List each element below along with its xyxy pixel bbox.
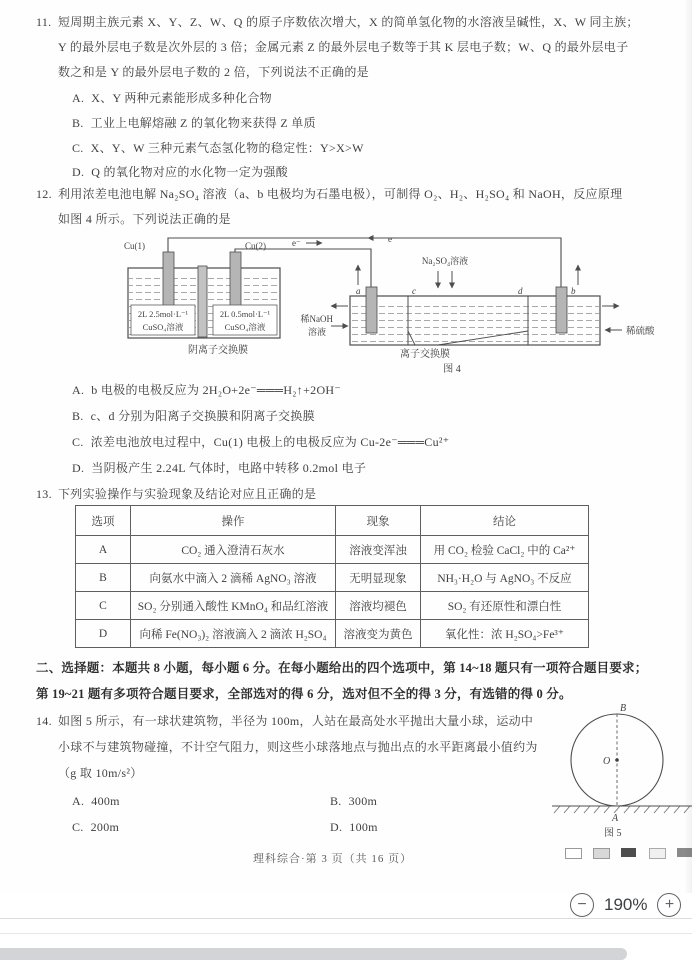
question-number: 11.	[36, 15, 52, 29]
question-12-stem-line-1	[36, 185, 622, 202]
option-text: Q 的氧化物对应的水化物一定为强酸	[91, 165, 289, 179]
figure-4-diagram	[100, 233, 660, 375]
cell-operation: SO₂ 分别通入酸性 KMnO₄ 和品红溶液	[131, 592, 336, 620]
question-11-stem-line-2: Y 的最外层电子数是次外层的 3 倍；金属元素 Z 的最外层电子数等于其 K 层电子数；W、Q 的最外层电子	[58, 40, 629, 54]
option-text: X、Y 两种元素能形成多种化合物	[91, 91, 272, 105]
question-12-stem-line-2: 如图 4 所示。下列说法正确的是	[58, 212, 231, 226]
question-12-option-b	[72, 407, 315, 424]
cell-phenomenon: 溶液变浑浊	[336, 536, 421, 564]
electrode-cu2	[230, 252, 241, 310]
option-label: A.	[72, 91, 85, 105]
naoh-label-line-2: 溶液	[307, 327, 326, 337]
table-row	[76, 564, 589, 592]
option-label: C.	[72, 820, 84, 834]
point-a-label: A	[612, 813, 619, 824]
option-label: B.	[72, 116, 84, 130]
question-11-stem-line-3: 数之和是 Y 的最外层电子数的 2 倍，下列说法不正确的是	[58, 65, 369, 79]
electron-label-middle: e⁻	[292, 238, 301, 248]
option-text: 浓差电池放电过程中，Cu(1) 电极上的电极反应为 Cu-2e⁻═══Cu²⁺	[90, 435, 450, 449]
registration-mark	[621, 848, 636, 857]
table-row	[76, 536, 589, 564]
cell-operation: CO₂ 通入澄清石灰水	[131, 536, 336, 564]
question-text: 利用浓差电池电解 Na₂SO₄ 溶液（a、b 电极均为石墨电极），可制得 O₂、H₂、H₂SO₄ 和 NaOH，反应原理	[58, 187, 623, 201]
question-11-stem-line-1	[36, 13, 639, 30]
solution1-name: CuSO₄溶液	[142, 322, 184, 332]
label-a: a	[356, 286, 361, 296]
option-label: D.	[330, 820, 343, 834]
fig4-cu1-label: Cu(1)	[124, 241, 145, 251]
option-label: C.	[72, 141, 84, 155]
option-text: b 电极的电极反应为 2H₂O+2e⁻═══H₂↑+2OH⁻	[91, 383, 342, 397]
anion-exchange-membrane-bar	[198, 266, 207, 337]
acid-label: 稀硫酸	[626, 327, 655, 337]
figure-5-caption: 图 5	[604, 828, 622, 839]
question-14-option-b	[330, 794, 377, 809]
electrode-b	[556, 287, 567, 333]
figure-4-caption: 图 4	[443, 364, 461, 375]
question-11-option-b	[72, 114, 316, 131]
question-14-stem-line-2: 小球不与建筑物碰撞，不计空气阻力，则这些小球落地点与抛出点的水平距离最小值约为	[58, 740, 538, 754]
cell-conclusion: 用 CO₂ 检验 CaCl₂ 中的 Ca²⁺	[421, 536, 589, 564]
center-point	[615, 758, 619, 762]
question-14-option-c	[72, 820, 119, 835]
page-footer: 理科综合·第 3 页（共 16 页）	[253, 853, 413, 865]
question-13-stem	[36, 485, 316, 502]
plus-icon: +	[664, 896, 675, 913]
question-text: 短周期主族元素 X、Y、Z、W、Q 的原子序数依次增大，X 的简单氢化物的水溶液呈碱性，X、W 同主族；	[58, 15, 639, 29]
cell-option: A	[76, 536, 131, 564]
option-text: 400m	[91, 794, 120, 808]
option-text: c、d 分别为阳离子交换膜和阴离子交换膜	[90, 409, 315, 423]
zoom-out-button[interactable]	[570, 893, 594, 917]
question-12-option-a	[72, 381, 341, 398]
point-o-label: O	[603, 756, 611, 767]
option-text: 300m	[348, 794, 378, 808]
cell-conclusion: NH₃·H₂O 与 AgNO₃ 不反应	[421, 564, 589, 592]
cell-phenomenon: 溶液均褪色	[336, 592, 421, 620]
section-2-heading-line-2: 第 19~21 题有多项符合题目要求，全部选对的得 6 分，选对但不全的得 3 分，有选错的得 0 分。	[36, 687, 572, 701]
cell-option: D	[76, 620, 131, 648]
electrode-cu1	[163, 252, 174, 310]
page-divider-line	[0, 918, 692, 919]
solution2-concentration: 2L 0.5mol·L⁻¹	[219, 309, 271, 319]
zoom-percent: 190%	[604, 895, 648, 914]
fig4-cu2-label: Cu(2)	[245, 241, 266, 251]
option-label: D.	[72, 461, 85, 475]
question-number: 13.	[36, 487, 52, 501]
cell-option: C	[76, 592, 131, 620]
header-conclusion: 结论	[421, 506, 589, 536]
label-d: d	[518, 286, 523, 296]
label-c: c	[412, 286, 416, 296]
cell-phenomenon: 溶液变为黄色	[336, 620, 421, 648]
question-12-option-c	[72, 433, 449, 450]
option-text: X、Y、W 三种元素气态氢化物的稳定性：Y>X>W	[90, 141, 364, 155]
header-operation: 操作	[131, 506, 336, 536]
option-label: B.	[72, 409, 84, 423]
option-text: 100m	[349, 820, 378, 834]
question-number: 14.	[36, 714, 52, 728]
zoom-controls	[568, 893, 683, 917]
ion-membrane-label: 离子交换膜	[400, 349, 450, 360]
scan-shadow-edge	[684, 0, 692, 893]
header-phenomenon: 现象	[336, 506, 421, 536]
option-label: C.	[72, 435, 84, 449]
electron-label-top: e⁻	[388, 234, 397, 244]
figure-5-diagram	[552, 700, 692, 842]
question-11-option-a	[72, 89, 272, 106]
header-option: 选项	[76, 506, 131, 536]
registration-mark	[565, 848, 582, 859]
table-row	[76, 620, 589, 648]
zoom-in-button[interactable]	[657, 893, 681, 917]
option-label: B.	[330, 794, 342, 808]
table-header-row	[76, 506, 589, 536]
cell-conclusion: SO₂ 有还原性和漂白性	[421, 592, 589, 620]
electrode-a	[366, 287, 377, 333]
na2so4-inlet-label: Na₂SO₄溶液	[421, 256, 469, 266]
question-number: 12.	[36, 187, 52, 201]
cell-operation: 向氨水中滴入 2 滴稀 AgNO₃ 溶液	[131, 564, 336, 592]
experiment-table	[75, 505, 589, 648]
question-14-stem-line-1	[36, 712, 533, 729]
question-12-option-d	[72, 459, 366, 476]
question-11-option-c	[72, 139, 364, 156]
registration-mark	[649, 848, 666, 859]
label-b: b	[571, 286, 576, 296]
question-11-option-d	[72, 163, 288, 180]
solution1-concentration: 2L 2.5mol·L⁻¹	[137, 309, 189, 319]
option-text: 工业上电解熔融 Z 的氧化物来获得 Z 单质	[90, 116, 316, 130]
ground-hatching	[554, 806, 690, 813]
naoh-label-line-1: 稀NaOH	[300, 314, 333, 324]
question-14-stem-line-3: （g 取 10m/s²）	[58, 766, 143, 780]
minus-icon: −	[577, 896, 587, 913]
section-2-heading-line-1: 二、选择题：本题共 8 小题，每小题 6 分。在每小题给出的四个选项中，第 14~18 题只有一项符合题目要求；	[36, 661, 648, 675]
cell-conclusion: 氧化性：浓 H₂SO₄>Fe³⁺	[421, 620, 589, 648]
cell-phenomenon: 无明显现象	[336, 564, 421, 592]
registration-mark	[593, 848, 610, 859]
option-text: 当阴极产生 2.24L 气体时，电路中转移 0.2mol 电子	[91, 461, 367, 475]
option-label: A.	[72, 383, 85, 397]
question-14-option-d	[330, 820, 378, 835]
anion-membrane-label: 阴离子交换膜	[188, 345, 248, 356]
question-text: 如图 5 所示，有一球状建筑物，半径为 100m，人站在最高处水平抛出大量小球，运动中	[58, 714, 534, 728]
cell-operation: 向稀 Fe(NO₃)₂ 溶液滴入 2 滴浓 H₂SO₄	[131, 620, 336, 648]
option-text: 200m	[90, 820, 120, 834]
question-text: 下列实验操作与实验现象及结论对应且正确的是	[58, 487, 317, 501]
horizontal-scrollbar[interactable]	[0, 948, 627, 960]
table-row	[76, 592, 589, 620]
page-divider-line	[0, 933, 692, 934]
cell-option: B	[76, 564, 131, 592]
solution2-name: CuSO₄溶液	[224, 322, 266, 332]
point-b-label: B	[620, 703, 627, 714]
option-label: D.	[72, 165, 85, 179]
question-14-option-a	[72, 794, 120, 809]
option-label: A.	[72, 794, 85, 808]
